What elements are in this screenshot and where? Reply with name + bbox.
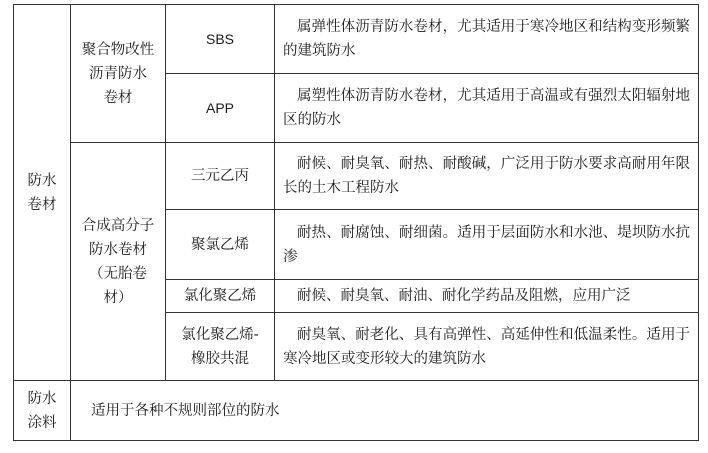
category-line: 防水	[27, 390, 57, 407]
group-cell-polymer-modified	[71, 5, 166, 143]
type-line: APP	[205, 100, 234, 116]
category-line: 卷材	[27, 196, 57, 213]
desc-text: 耐臭氧、耐老化、具有高弹性、高延伸性和低温柔性。适用于寒冷地区或变形较大的建筑防水	[283, 326, 690, 367]
waterproof-materials-table	[13, 4, 699, 441]
type-line: 橡胶共混	[191, 350, 249, 367]
desc-text: 耐候、耐臭氧、耐油、耐化学药品及阻燃，应用广泛	[297, 288, 631, 304]
group-cell-synthetic-polymer	[71, 143, 166, 381]
group-line: 卷材	[103, 89, 133, 106]
desc-cell	[275, 313, 699, 381]
group-line: 防水卷材	[89, 241, 147, 258]
category-line: 防水	[27, 172, 57, 189]
desc-text: 属塑性体沥青防水卷材，尤其适用于高温或有强烈太阳辐射地区的防水	[283, 88, 690, 128]
desc-cell	[275, 210, 699, 280]
desc-text: 属弹性体沥青防水卷材，尤其适用于寒冷地区和结构变形频繁的建筑防水	[283, 19, 690, 59]
desc-cell	[275, 143, 699, 210]
type-line: 三元乙丙	[191, 168, 249, 184]
type-cell	[166, 143, 275, 210]
type-line: 氯化聚乙烯	[183, 288, 257, 304]
group-line: 沥青防水	[89, 65, 147, 82]
category-line: 涂料	[27, 414, 57, 431]
desc-cell	[275, 5, 699, 74]
type-line: SBS	[205, 31, 234, 47]
type-line: 聚氯乙烯	[191, 236, 249, 253]
desc-text: 适用于各种不规则部位的防水	[91, 402, 280, 419]
type-cell	[166, 5, 275, 74]
type-line: 氯化聚乙烯-	[181, 326, 259, 343]
desc-cell	[275, 74, 699, 143]
group-line: 合成高分子	[81, 217, 155, 234]
desc-text: 耐候、耐臭氧、耐热、耐酸碱，广泛用于防水要求高耐用年限长的土木工程防水	[283, 156, 690, 196]
type-cell	[166, 74, 275, 143]
desc-cell	[275, 280, 699, 313]
group-line: （无胎卷材）	[89, 265, 147, 306]
type-cell	[166, 280, 275, 313]
category-cell-coating	[14, 381, 71, 441]
coating-desc-cell	[71, 381, 699, 441]
category-cell-membrane	[14, 5, 71, 381]
type-cell	[166, 210, 275, 280]
type-cell	[166, 313, 275, 381]
group-line: 聚合物改性	[81, 41, 155, 58]
desc-text: 耐热、耐腐蚀、耐细菌。适用于层面防水和水池、堤坝防水抗渗	[283, 224, 690, 265]
